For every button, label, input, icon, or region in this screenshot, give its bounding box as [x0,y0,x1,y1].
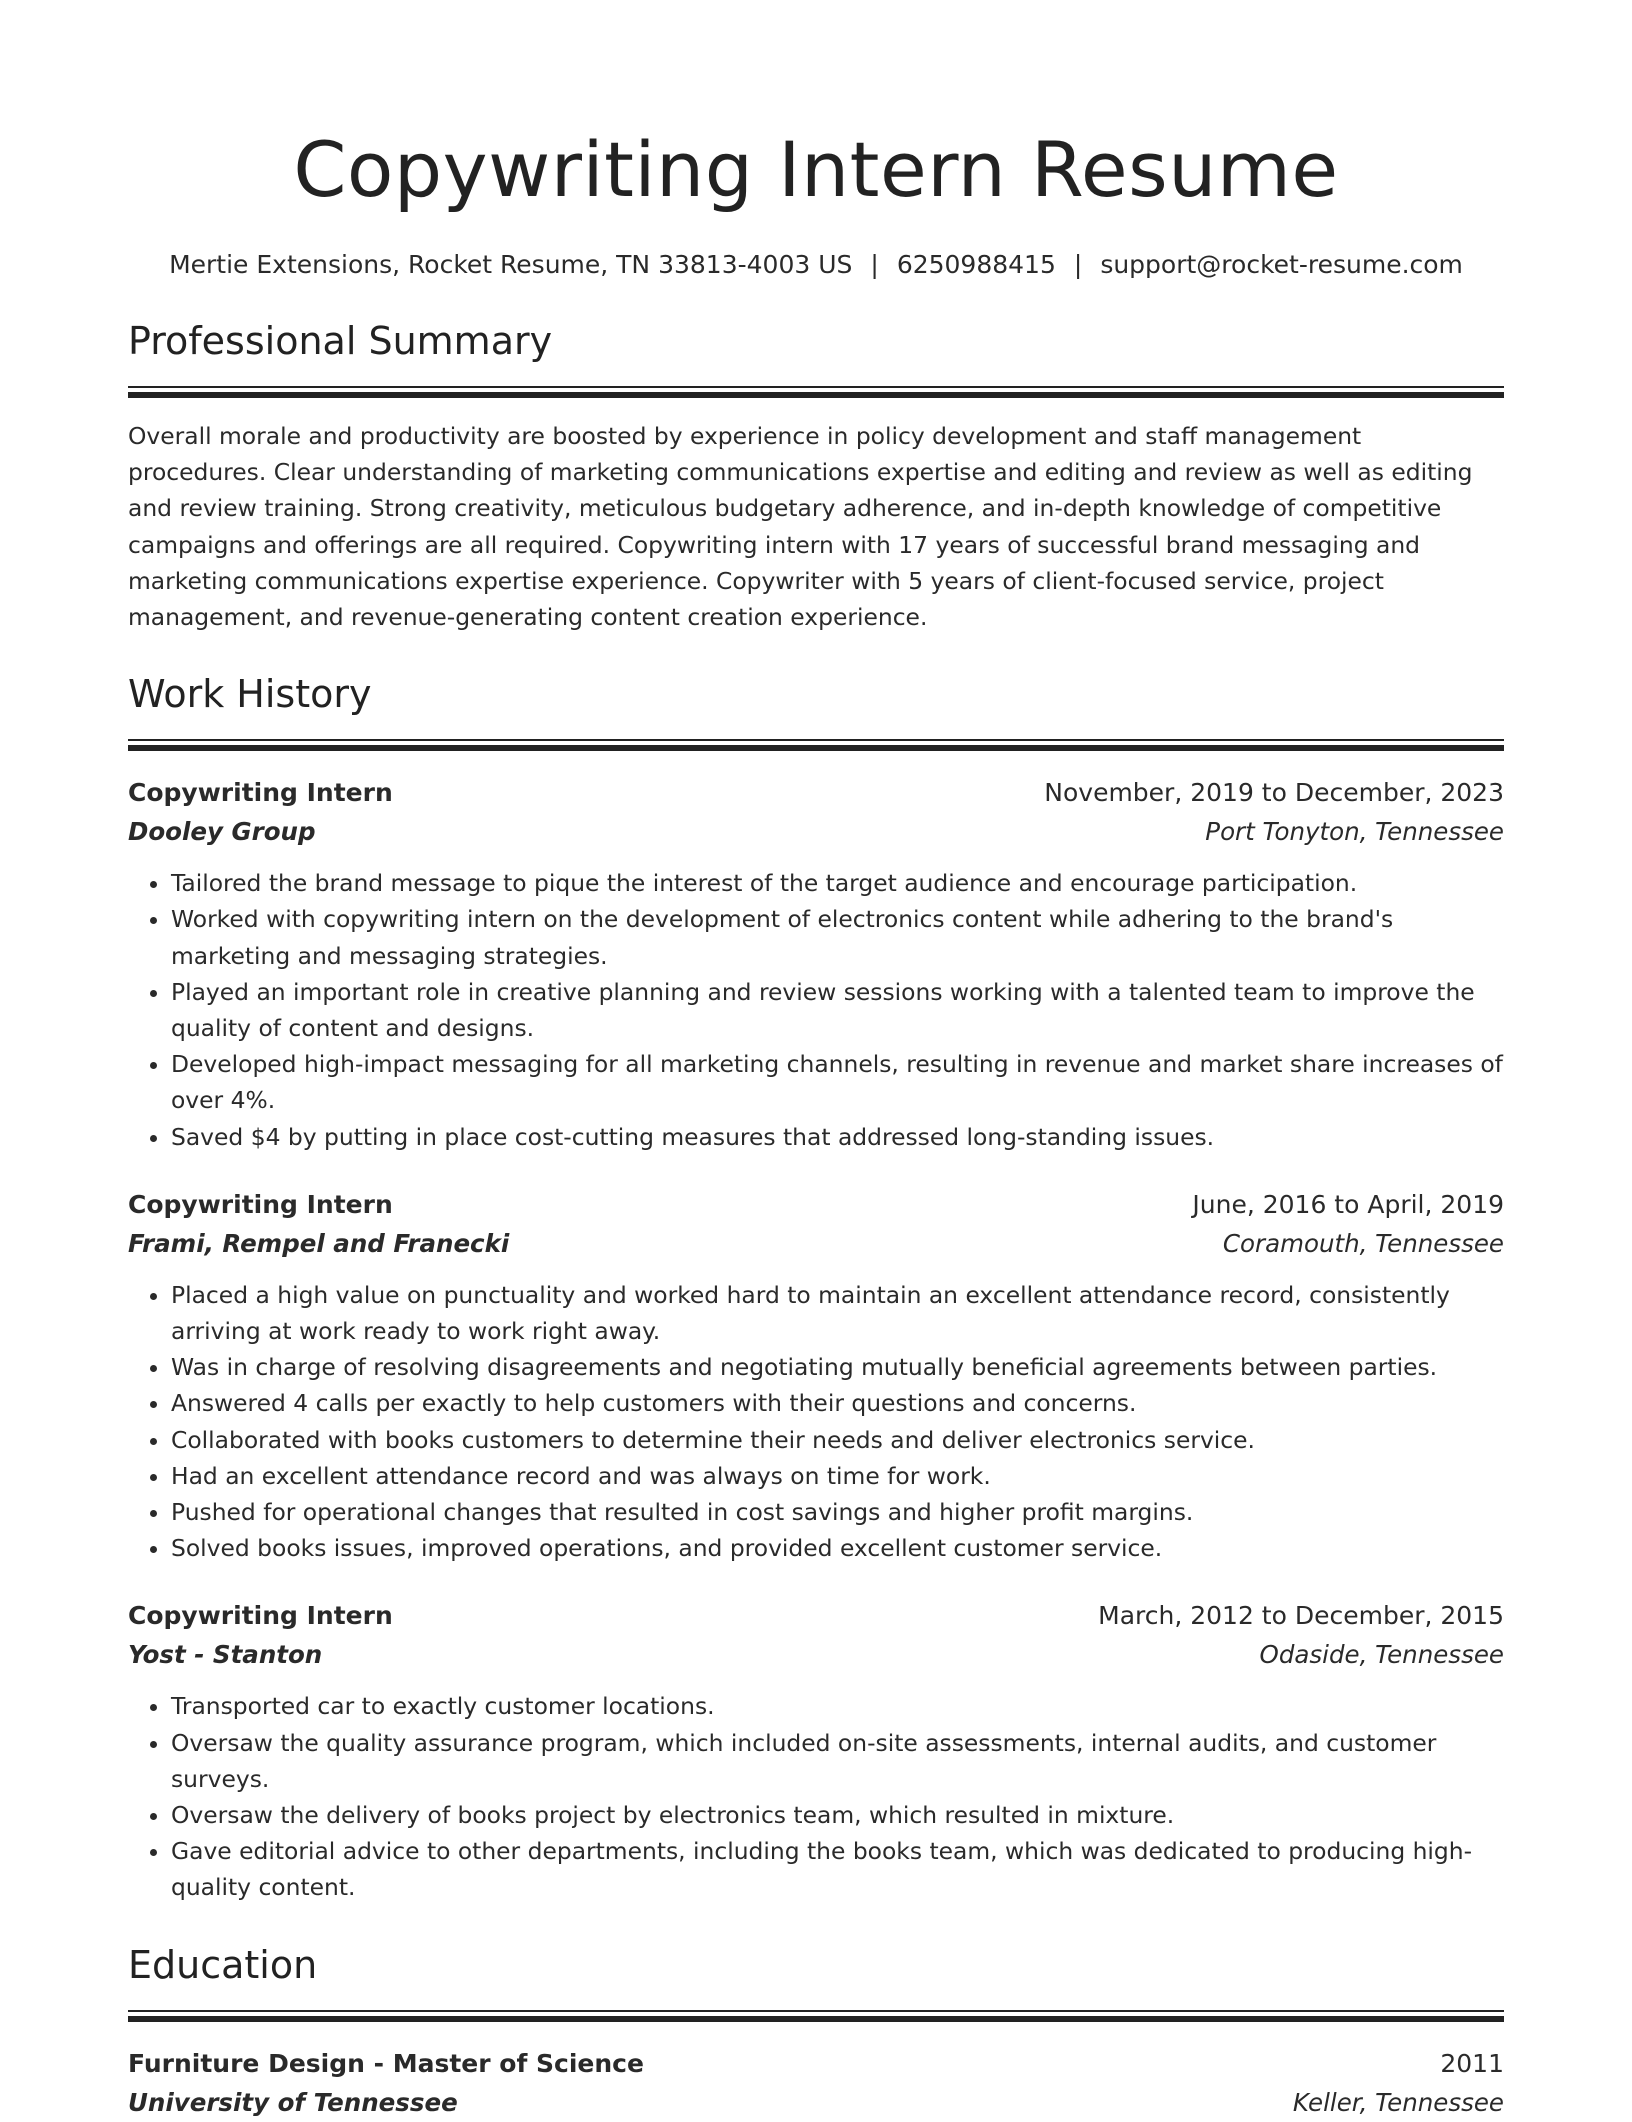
company-name: Frami, Rempel and Franecki [128,1228,510,1258]
job-bullet: • Was in charge of resolving disagreements and negotiating mutually beneficial agreements between parties. [171,1349,1504,1385]
job-bullet: • Answered 4 calls per exactly to help customers with their questions and concerns. [171,1385,1504,1421]
section-divider [128,386,1504,398]
summary-text: Overall morale and productivity are boosted by experience in policy development and staff management procedures. Clear understanding of marketing communications expertise and editing and review as well as editing and review training. Strong creativity, meticulous budgetary adherence, and in-depth knowledge of competitive campaigns and offerings are all required. Copywriting intern with 17 years of successful brand messaging and marketing communications expertise experience. Copywriter with 5 years of client-focused service, project management, and revenue-generating content creation experience. [128,422,1473,632]
section-divider [128,2010,1504,2022]
job-bullet: • Solved books issues, improved operations, and provided excellent customer service. [171,1530,1504,1566]
job-title: Copywriting Intern [128,778,393,808]
contact-separator: | [870,250,879,279]
job-bullet: • Collaborated with books customers to determine their needs and deliver electronics service. [171,1422,1504,1458]
graduation-year: 2011 [1440,2048,1504,2078]
job-bullets [128,1277,1504,1567]
work-history-section [128,669,1504,1905]
job-entry [128,773,1504,1155]
job-location: Coramouth, Tennessee [1222,1228,1504,1258]
job-location: Port Tonyton, Tennessee [1205,817,1504,847]
job-title: Copywriting Intern [128,1601,393,1631]
job-bullets [128,865,1504,1155]
job-bullet: • Placed a high value on punctuality and worked hard to maintain an excellent attendance record, consistently arriving at work ready to work right away. [171,1277,1504,1349]
job-bullet: • Played an important role in creative planning and review sessions working with a talented team to improve the quality of content and designs. [171,974,1504,1046]
education-entry [128,2044,1504,2122]
company-name: Dooley Group [128,817,316,847]
section-divider [128,739,1504,751]
resume-title: Copywriting Intern Resume [293,125,1339,214]
job-bullet: • Had an excellent attendance record and was always on time for work. [171,1458,1504,1494]
contact-phone: 6250988415 [896,250,1056,279]
contact-email: support@rocket-resume.com [1100,250,1463,279]
summary-section [128,316,1504,635]
job-bullet: • Gave editorial advice to other departments, including the books team, which was dedicated to producing high-quality content. [171,1833,1504,1905]
job-title: Copywriting Intern [128,1189,393,1219]
job-bullet: • Transported car to exactly customer locations. [171,1688,1504,1724]
job-location: Odaside, Tennessee [1259,1640,1504,1670]
section-heading-summary: Professional Summary [128,319,553,363]
contact-line [128,248,1504,282]
job-dates: March, 2012 to December, 2015 [1098,1601,1504,1631]
job-bullet: • Worked with copywriting intern on the development of electronics content while adhering to the brand's marketing and messaging strategies. [171,901,1504,973]
contact-separator: | [1073,250,1083,279]
school-location: Keller, Tennessee [1292,2087,1504,2117]
job-bullet: • Saved $4 by putting in place cost-cutting measures that addressed long-standing issues. [171,1119,1504,1155]
job-entry [128,1596,1504,1905]
degree-name: Furniture Design - Master of Science [128,2048,644,2078]
school-name: University of Tennessee [128,2087,458,2117]
job-bullet: • Tailored the brand message to pique the interest of the target audience and encourage participation. [171,865,1504,901]
company-name: Yost - Stanton [128,1640,323,1670]
job-entry [128,1185,1504,1567]
education-section [128,1940,1504,2122]
job-dates: June, 2016 to April, 2019 [1192,1189,1504,1219]
job-bullet: • Oversaw the delivery of books project by electronics team, which resulted in mixture. [171,1797,1504,1833]
job-dates: November, 2019 to December, 2023 [1044,778,1504,808]
section-heading-education: Education [128,1942,318,1987]
job-bullets [128,1688,1504,1905]
section-heading-work-history: Work History [128,672,372,717]
job-bullet: • Developed high-impact messaging for all marketing channels, resulting in revenue and market share increases of over 4%. [171,1046,1504,1118]
contact-address: Mertie Extensions, Rocket Resume, TN 33813-4003 US [169,250,853,279]
job-bullet: • Pushed for operational changes that resulted in cost savings and higher profit margins. [171,1494,1504,1530]
job-bullet: • Oversaw the quality assurance program, which included on-site assessments, internal audits, and customer surveys. [171,1725,1504,1797]
